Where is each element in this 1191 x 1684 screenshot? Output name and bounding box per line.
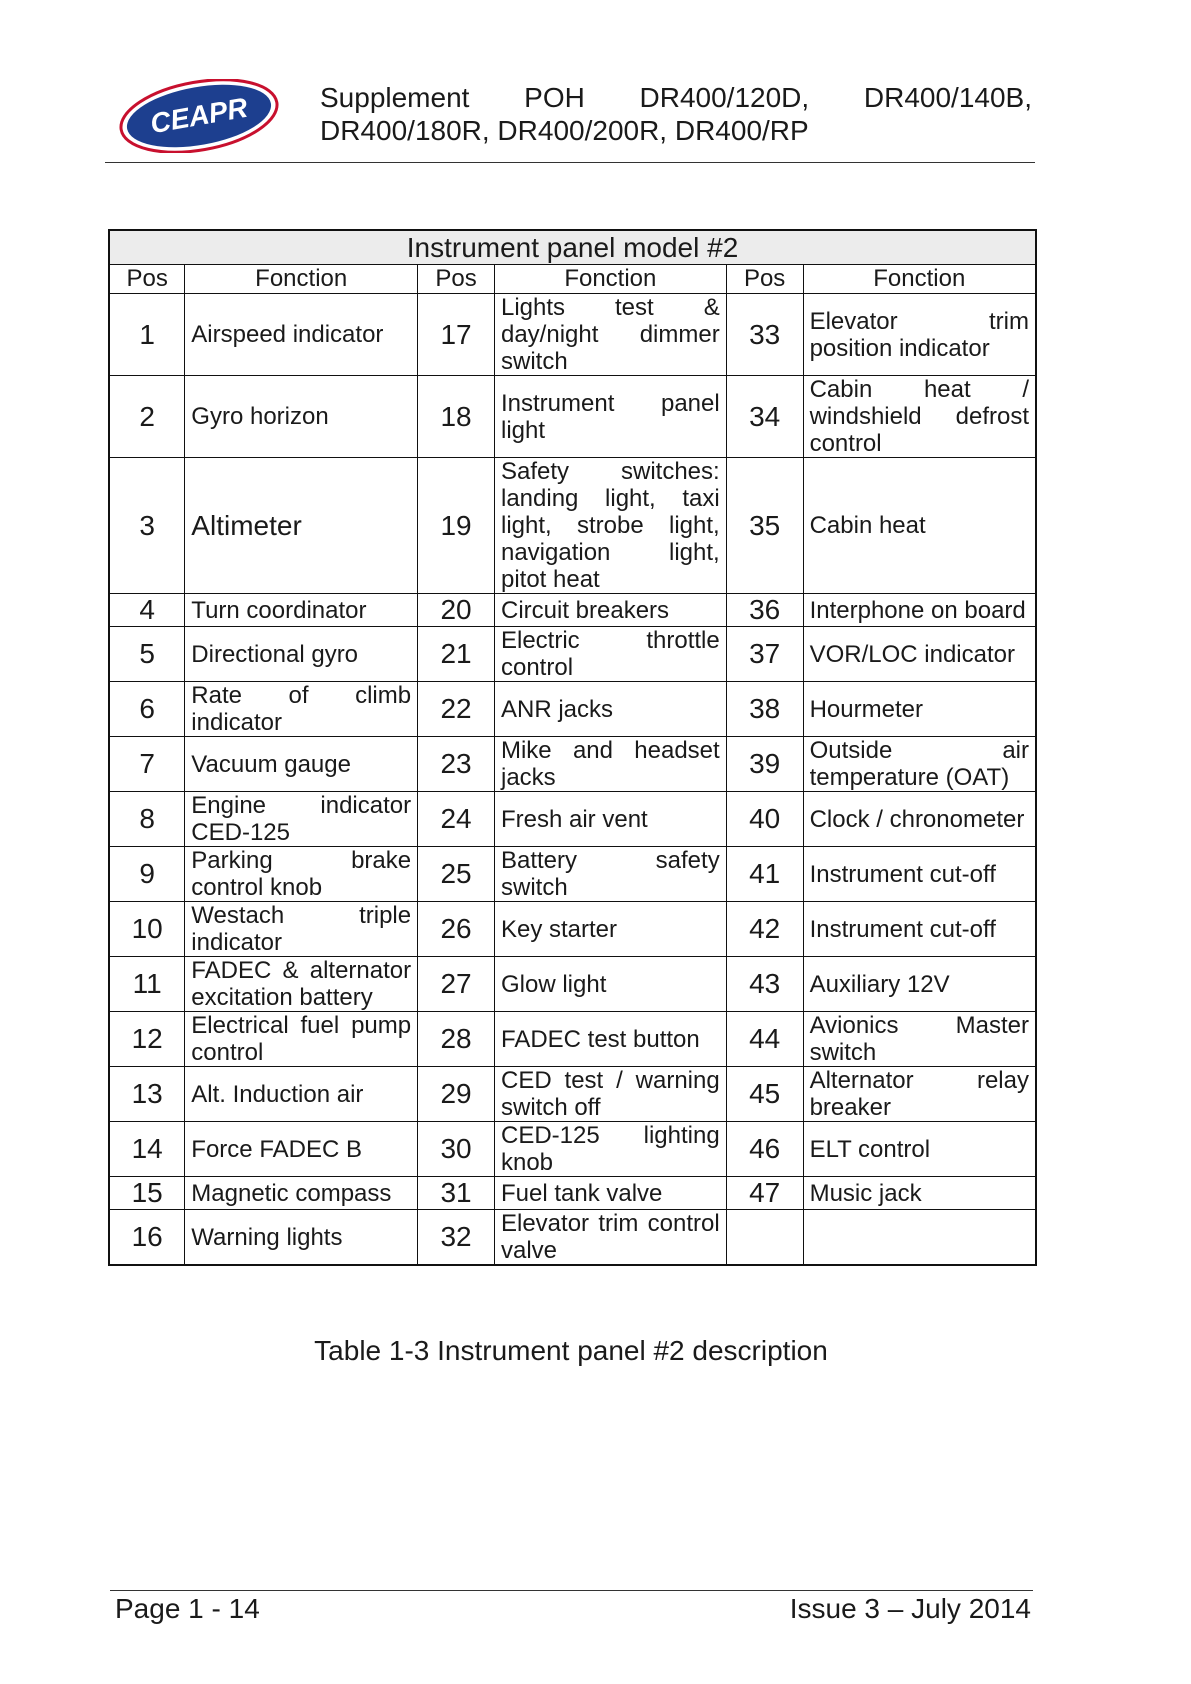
position-number: 19 xyxy=(418,458,495,594)
function-description: CED test / warning switch off xyxy=(494,1067,726,1122)
function-description: Force FADEC B xyxy=(185,1122,418,1177)
function-description: Magnetic compass xyxy=(185,1177,418,1210)
table-row xyxy=(109,1210,1036,1266)
function-description: Alternator relay breaker xyxy=(803,1067,1036,1122)
table-row xyxy=(109,792,1036,847)
function-description: Fuel tank valve xyxy=(494,1177,726,1210)
position-number: 39 xyxy=(726,737,803,792)
function-description: Altimeter xyxy=(185,458,418,594)
table-row xyxy=(109,294,1036,376)
position-number: 25 xyxy=(418,847,495,902)
table-row xyxy=(109,847,1036,902)
function-description: Turn coordinator xyxy=(185,594,418,627)
function-description: Instrument cut-off xyxy=(803,902,1036,957)
position-number: 35 xyxy=(726,458,803,594)
function-description: Hourmeter xyxy=(803,682,1036,737)
position-number: 7 xyxy=(109,737,185,792)
position-number: 31 xyxy=(418,1177,495,1210)
instrument-panel-table xyxy=(108,229,1037,1266)
position-number: 1 xyxy=(109,294,185,376)
function-description: Interphone on board xyxy=(803,594,1036,627)
position-number: 24 xyxy=(418,792,495,847)
table-row xyxy=(109,1177,1036,1210)
position-number: 18 xyxy=(418,376,495,458)
position-number: 3 xyxy=(109,458,185,594)
function-description: Cabin heat / windshield defrost control xyxy=(803,376,1036,458)
function-description: Instrument panel light xyxy=(494,376,726,458)
function-description: ANR jacks xyxy=(494,682,726,737)
position-number: 42 xyxy=(726,902,803,957)
function-description: Elevator trim control valve xyxy=(494,1210,726,1266)
function-description: Westach triple indicator xyxy=(185,902,418,957)
page-number: Page 1 - 14 xyxy=(115,1593,260,1624)
ceapr-logo xyxy=(117,79,282,153)
table-row xyxy=(109,1122,1036,1177)
table-row xyxy=(109,1067,1036,1122)
function-description: Parking brake control knob xyxy=(185,847,418,902)
function-description: VOR/LOC indicator xyxy=(803,627,1036,682)
function-description: Directional gyro xyxy=(185,627,418,682)
table-row xyxy=(109,682,1036,737)
column-header-fonction: Fonction xyxy=(185,265,418,294)
function-description: Vacuum gauge xyxy=(185,737,418,792)
position-number: 46 xyxy=(726,1122,803,1177)
position-number: 6 xyxy=(109,682,185,737)
column-header-pos: Pos xyxy=(109,265,185,294)
position-number: 33 xyxy=(726,294,803,376)
function-description: Lights test & day/night dimmer switch xyxy=(494,294,726,376)
function-description: Instrument cut-off xyxy=(803,847,1036,902)
position-number: 40 xyxy=(726,792,803,847)
position-number: 38 xyxy=(726,682,803,737)
issue-date: Issue 3 – July 2014 xyxy=(789,1593,1031,1624)
function-description: FADEC & alternator excitation battery xyxy=(185,957,418,1012)
position-number: 14 xyxy=(109,1122,185,1177)
function-description: Avionics Master switch xyxy=(803,1012,1036,1067)
function-description: Key starter xyxy=(494,902,726,957)
function-description: Clock / chronometer xyxy=(803,792,1036,847)
table-row xyxy=(109,376,1036,458)
function-description: Outside air temperature (OAT) xyxy=(803,737,1036,792)
function-description: Safety switches: landing light, taxi light, strobe light, navigation light, pitot heat xyxy=(494,458,726,594)
position-number: 29 xyxy=(418,1067,495,1122)
position-number: 11 xyxy=(109,957,185,1012)
position-number: 36 xyxy=(726,594,803,627)
position-number: 12 xyxy=(109,1012,185,1067)
position-number: 47 xyxy=(726,1177,803,1210)
function-description: Cabin heat xyxy=(803,458,1036,594)
position-number: 41 xyxy=(726,847,803,902)
position-number: 2 xyxy=(109,376,185,458)
function-description: Airspeed indicator xyxy=(185,294,418,376)
position-number: 45 xyxy=(726,1067,803,1122)
column-header-pos: Pos xyxy=(726,265,803,294)
position-number: 8 xyxy=(109,792,185,847)
position-number: 4 xyxy=(109,594,185,627)
svg-text:CEAPR: CEAPR xyxy=(147,91,250,140)
position-number: 34 xyxy=(726,376,803,458)
function-description: Engine indicator CED-125 xyxy=(185,792,418,847)
position-number: 9 xyxy=(109,847,185,902)
table-row xyxy=(109,902,1036,957)
column-headers xyxy=(109,265,1036,294)
position-number: 17 xyxy=(418,294,495,376)
position-number: 20 xyxy=(418,594,495,627)
table-row xyxy=(109,627,1036,682)
position-number: 23 xyxy=(418,737,495,792)
position-number: 22 xyxy=(418,682,495,737)
position-number: 10 xyxy=(109,902,185,957)
function-description: Alt. Induction air xyxy=(185,1067,418,1122)
position-number: 44 xyxy=(726,1012,803,1067)
document-title: Supplement POH DR400/120D, DR400/140B, DR400/180R, DR400/200R, DR400/RP xyxy=(320,82,1032,146)
function-description: Electrical fuel pump control xyxy=(185,1012,418,1067)
position-number: 30 xyxy=(418,1122,495,1177)
column-header-pos: Pos xyxy=(418,265,495,294)
function-description: Gyro horizon xyxy=(185,376,418,458)
position-number: 21 xyxy=(418,627,495,682)
table-row xyxy=(109,594,1036,627)
page-header xyxy=(105,75,1035,165)
position-number: 27 xyxy=(418,957,495,1012)
column-header-fonction: Fonction xyxy=(803,265,1036,294)
position-number: 16 xyxy=(109,1210,185,1266)
function-description: Warning lights xyxy=(185,1210,418,1266)
function-description: Rate of climb indicator xyxy=(185,682,418,737)
position-number: 15 xyxy=(109,1177,185,1210)
table-row xyxy=(109,957,1036,1012)
function-description: Music jack xyxy=(803,1177,1036,1210)
function-description: CED-125 lighting knob xyxy=(494,1122,726,1177)
function-description: ELT control xyxy=(803,1122,1036,1177)
header-divider xyxy=(105,162,1035,163)
table-title: Instrument panel model #2 xyxy=(109,230,1036,265)
table-row xyxy=(109,1012,1036,1067)
position-number: 5 xyxy=(109,627,185,682)
function-description xyxy=(803,1210,1036,1266)
position-number: 43 xyxy=(726,957,803,1012)
table-row xyxy=(109,737,1036,792)
table-caption: Table 1-3 Instrument panel #2 description xyxy=(314,1335,828,1366)
function-description: Elevator trim position indicator xyxy=(803,294,1036,376)
position-number: 32 xyxy=(418,1210,495,1266)
position-number: 37 xyxy=(726,627,803,682)
function-description: Mike and headset jacks xyxy=(494,737,726,792)
column-header-fonction: Fonction xyxy=(494,265,726,294)
footer-divider xyxy=(110,1590,1033,1591)
position-number xyxy=(726,1210,803,1266)
position-number: 28 xyxy=(418,1012,495,1067)
function-description: Fresh air vent xyxy=(494,792,726,847)
function-description: FADEC test button xyxy=(494,1012,726,1067)
table-row xyxy=(109,458,1036,594)
position-number: 13 xyxy=(109,1067,185,1122)
function-description: Circuit breakers xyxy=(494,594,726,627)
function-description: Auxiliary 12V xyxy=(803,957,1036,1012)
position-number: 26 xyxy=(418,902,495,957)
function-description: Battery safety switch xyxy=(494,847,726,902)
function-description: Glow light xyxy=(494,957,726,1012)
function-description: Electric throttle control xyxy=(494,627,726,682)
